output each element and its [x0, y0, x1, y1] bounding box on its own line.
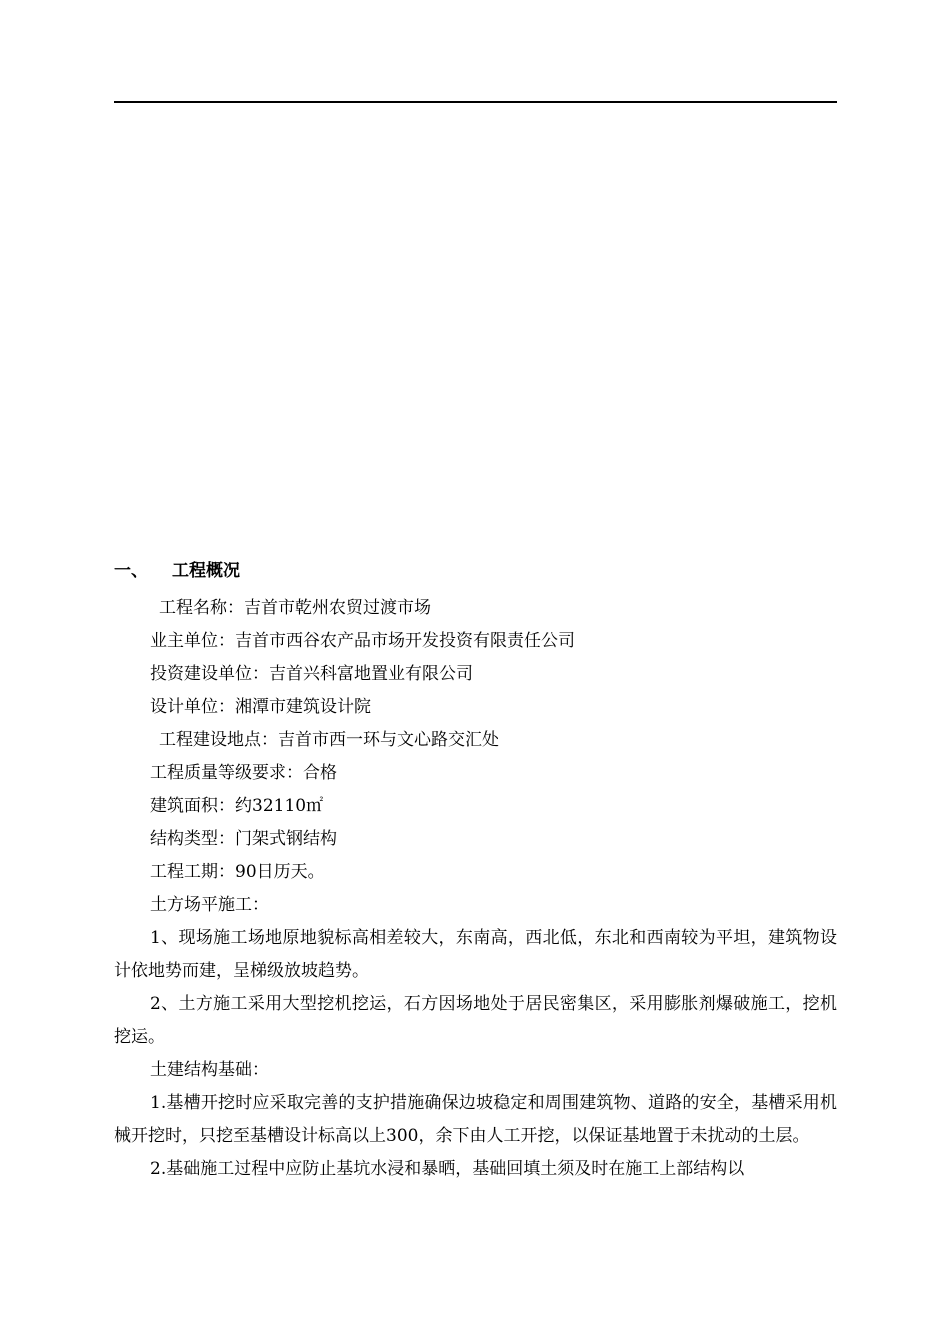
foundation-title: 土建结构基础：	[150, 1060, 269, 1080]
earthwork-item-1: 1、现场施工场地原地貌标高相差较大，东南高，西北低，东北和西南较为平坦，建筑物设计依地势而建，呈梯级放坡趋势。	[114, 928, 837, 981]
section-number: 一、	[114, 561, 148, 581]
design-unit: 设计单位：湘潭市建筑设计院	[150, 697, 371, 717]
project-name: 工程名称：吉首市乾州农贸过渡市场	[159, 598, 431, 618]
owner-unit: 业主单位：吉首市西谷农产品市场开发投资有限责任公司	[150, 631, 575, 651]
structure-type: 结构类型：门架式钢结构	[150, 829, 337, 849]
project-location: 工程建设地点：吉首市西一环与文心路交汇处	[159, 730, 499, 750]
construction-period: 工程工期：90日历天。	[150, 862, 325, 882]
section-title: 工程概况	[172, 561, 240, 581]
section-heading	[114, 556, 837, 586]
investor-unit: 投资建设单位：吉首兴科富地置业有限公司	[150, 664, 473, 684]
earthwork-title: 土方场平施工：	[150, 895, 269, 915]
document-body	[114, 556, 837, 1186]
earthwork-item-2: 2、土方施工采用大型挖机挖运，石方因场地处于居民密集区，采用膨胀剂爆破施工，挖机挖运。	[114, 994, 837, 1047]
foundation-item-2: 2.基础施工过程中应防止基坑水浸和暴晒，基础回填土须及时在施工上部结构以	[150, 1159, 745, 1179]
quality-requirement: 工程质量等级要求：合格	[150, 763, 337, 783]
foundation-item-1: 1.基槽开挖时应采取完善的支护措施确保边坡稳定和周围建筑物、道路的安全，基槽采用机械开挖时，只挖至基槽设计标高以上300，余下由人工开挖，以保证基地置于未扰动的土层。	[114, 1093, 837, 1146]
building-area: 建筑面积：约32110㎡	[150, 796, 324, 816]
header-rule	[114, 101, 837, 103]
